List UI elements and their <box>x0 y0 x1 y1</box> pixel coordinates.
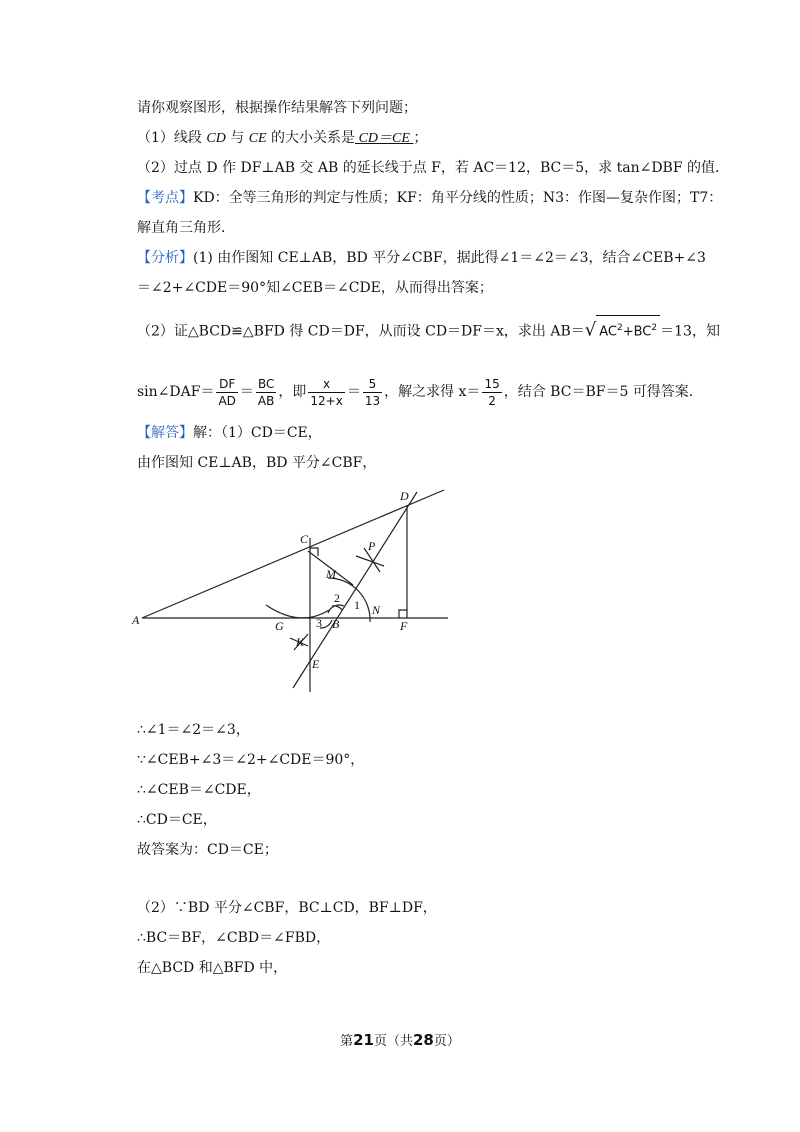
denominator: 2 <box>488 393 496 408</box>
fraction <box>308 376 344 409</box>
italic-term: CD <box>206 131 226 146</box>
text: （1）线段 <box>137 130 207 146</box>
fraction <box>256 376 276 409</box>
label-m: M <box>326 567 336 581</box>
text-line-10 <box>137 423 322 443</box>
text-line-11: 由作图知 CE⊥AB，BD 平分∠CBF， <box>137 455 377 471</box>
text: (1) 由作图知 CE⊥AB，BD 平分∠CBF，据此得∠1＝∠2＝∠3，结合∠CEB+∠3 <box>193 250 706 266</box>
label-c: C <box>300 532 309 546</box>
page-footer <box>0 1030 800 1049</box>
denominator: AD <box>218 393 236 408</box>
tag-jieda: 【解答】 <box>137 425 193 441</box>
text: 与 <box>225 130 249 146</box>
text-line-4 <box>137 188 722 208</box>
text-line-14: ∴∠CEB＝∠CDE， <box>137 782 261 798</box>
text-line-9 <box>137 372 703 412</box>
text: KD：全等三角形的判定与性质；KF：角平分线的性质；N3：作图—复杂作图；T7： <box>193 190 723 206</box>
tag-fenxi: 【分析】 <box>137 250 193 266</box>
page-total: 28 <box>413 1031 434 1049</box>
label-k: K <box>296 635 305 649</box>
text-line-8 <box>137 315 720 342</box>
text: 解：（1）CD＝CE， <box>193 425 322 441</box>
label-p: P <box>368 539 376 553</box>
sup: 2 <box>616 323 623 333</box>
text: ＝ <box>346 384 361 400</box>
text-line-18: ∴BC＝BF，∠CBD＝∠FBD， <box>137 930 331 946</box>
label-n: N <box>372 603 381 617</box>
text-line-13: ∵∠CEB+∠3＝∠2+∠CDE＝90°， <box>137 752 365 768</box>
label-d: D <box>400 489 409 503</box>
sup: 2 <box>651 323 658 333</box>
text-line-2 <box>137 128 427 149</box>
text-line-12: ∴∠1＝∠2＝∠3， <box>137 722 250 738</box>
numerator: 5 <box>363 376 382 393</box>
tag-kaodian: 【考点】 <box>137 190 193 206</box>
right-angle-f <box>399 610 407 618</box>
fraction <box>216 376 237 409</box>
footer-text: 页） <box>433 1034 460 1049</box>
footer-text: 页（共 <box>373 1034 413 1049</box>
sqrt-body <box>596 315 660 342</box>
text-line-6 <box>137 248 706 268</box>
denominator: AB <box>257 393 275 408</box>
text: ，结合 BC＝BF＝5 可得答案． <box>503 384 703 400</box>
label-a: A <box>132 613 140 627</box>
sqrt-sign: √ <box>584 319 597 341</box>
text-line-16: 故答案为：CD＝CE； <box>137 842 278 858</box>
footer-text: 第 <box>340 1034 354 1049</box>
text-line-3: （2）过点 D 作 DF⊥AB 交 AB 的延长线于点 F，若 AC＝12，BC＝5，求 tan∠DBF 的值． <box>137 160 729 176</box>
answer-blank: CD＝CE <box>355 131 414 146</box>
text-line-15: ∴CD＝CE， <box>137 812 217 828</box>
text: 的大小关系是 <box>266 130 356 146</box>
sqrt-term: BC <box>633 324 652 340</box>
page-number: 21 <box>353 1031 374 1049</box>
numerator: 15 <box>484 376 500 391</box>
text-line-7: ＝∠2+∠CDE＝90°知∠CEB＝∠CDE，从而得出答案； <box>137 280 493 296</box>
text: ＝ <box>239 384 254 400</box>
text-line-19: 在△BCD 和△BFD 中， <box>137 960 288 976</box>
denominator: 12+x <box>310 393 343 408</box>
label-g: G <box>275 619 284 633</box>
numerator: DF <box>216 376 237 393</box>
label-angle-1: 1 <box>354 598 360 612</box>
denominator: 13 <box>364 393 381 408</box>
text: ＝13，知 <box>660 323 720 340</box>
geometry-figure <box>130 478 460 694</box>
text: sin∠DAF＝ <box>137 384 215 400</box>
label-e: E <box>312 657 320 671</box>
numerator: x <box>308 376 344 393</box>
text-line-5: 解直角三角形． <box>137 220 235 236</box>
text: ； <box>413 130 428 146</box>
fraction <box>482 376 501 409</box>
line-ad <box>142 490 444 618</box>
plus: + <box>622 324 634 340</box>
label-angle-2: 2 <box>334 591 340 605</box>
label-angle-3: 3 <box>316 616 322 630</box>
text: ，解之求得 x＝ <box>384 384 481 400</box>
text-line-1: 请你观察图形，根据操作结果解答下列问题； <box>137 100 417 116</box>
numerator: BC <box>256 376 276 393</box>
text: （2）证△BCD≌△BFD 得 CD＝DF，从而设 CD＝DF＝x，求出 AB＝ <box>137 323 585 340</box>
sqrt-term: AC <box>599 324 617 340</box>
text-line-17: （2）∵BD 平分∠CBF，BC⊥CD，BF⊥DF， <box>137 900 437 916</box>
italic-term: CE <box>248 131 267 146</box>
label-f: F <box>400 619 408 633</box>
fraction <box>363 376 382 409</box>
text: ，即 <box>278 384 307 400</box>
label-b: B <box>332 617 340 631</box>
